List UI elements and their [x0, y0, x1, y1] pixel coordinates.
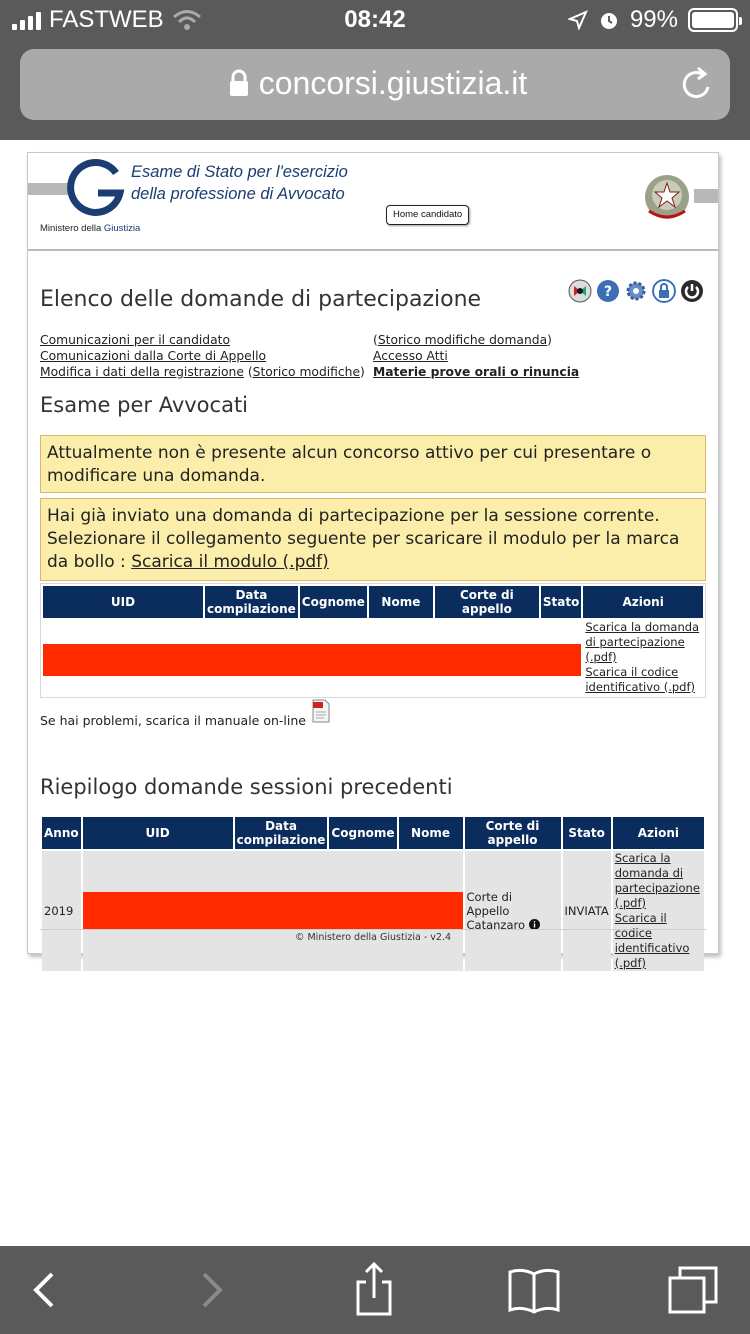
browser-toolbar	[0, 1246, 750, 1334]
col-nome: Nome	[369, 586, 433, 618]
user-toolbar	[568, 279, 704, 303]
link-storico-modifiche-domanda[interactable]: Storico modifiche domanda	[377, 333, 548, 347]
forward-icon[interactable]	[184, 1262, 240, 1318]
share-icon[interactable]	[346, 1262, 402, 1318]
previous-applications-table	[40, 815, 706, 973]
notice-marca-bollo: Hai già inviato una domanda di partecipazione per la sessione corrente. Selezionare il collegamento seguente per scaricare il modulo per la marca da bollo : Scarica il modulo (.pdf)	[40, 498, 706, 581]
table-row	[43, 620, 703, 695]
col-uid: UID	[83, 817, 233, 849]
cell-corte: Corte di Appello Catanzaro	[466, 890, 526, 932]
link-comunicazioni-corte[interactable]: Comunicazioni dalla Corte di Appello	[40, 349, 267, 363]
battery-percent: 99%	[629, 6, 678, 33]
table-header-row	[43, 586, 703, 618]
table-row	[42, 851, 704, 971]
settings-gear-icon[interactable]	[624, 279, 648, 303]
link-scarica-codice-prev[interactable]: Scarica il codice identificativo (.pdf)	[614, 911, 690, 970]
link-scarica-domanda[interactable]: Scarica la domanda di partecipazione (.pdf)	[585, 620, 700, 664]
col-nome: Nome	[399, 817, 463, 849]
link-accesso-atti[interactable]: Accesso Atti	[373, 349, 448, 363]
ministero-label: Ministero della Giustizia	[40, 223, 141, 234]
alarm-icon	[598, 9, 620, 31]
link-scarica-modulo[interactable]: Scarica il modulo (.pdf)	[131, 552, 329, 572]
link-modifica-dati[interactable]: Modifica i dati della registrazione	[40, 365, 244, 379]
cell-anno: 2019	[42, 851, 81, 971]
reload-icon[interactable]	[680, 65, 714, 103]
link-comunicazioni-candidato[interactable]: Comunicazioni per il candidato	[40, 333, 230, 347]
password-lock-icon[interactable]	[652, 279, 676, 303]
address-bar[interactable]	[20, 49, 730, 120]
col-anno: Anno	[42, 817, 81, 849]
col-stato: Stato	[541, 586, 581, 618]
col-uid: UID	[43, 586, 203, 618]
logout-power-icon[interactable]	[680, 279, 704, 303]
link-scarica-codice[interactable]: Scarica il codice identificativo (.pdf)	[585, 665, 695, 694]
tabs-icon[interactable]	[666, 1262, 722, 1318]
page-title: Elenco delle domande di partecipazione	[40, 287, 482, 312]
notice-no-active: Attualmente non è presente alcun concorso attivo per cui presentare o modificare una domanda.	[40, 435, 706, 493]
browser-chrome-top	[0, 0, 750, 140]
back-icon[interactable]	[20, 1262, 76, 1318]
manual-text: Se hai problemi, scarica il manuale on-line	[40, 713, 306, 728]
col-stato: Stato	[563, 817, 611, 849]
help-icon[interactable]	[596, 279, 620, 303]
col-corte: Corte di appello	[435, 586, 539, 618]
col-corte: Corte di appello	[465, 817, 561, 849]
col-data: Data compilazione	[207, 588, 296, 616]
clock: 08:42	[344, 6, 406, 33]
col-cognome: Cognome	[300, 586, 367, 618]
carrier-label: FASTWEB	[49, 6, 164, 33]
republic-emblem-icon	[641, 171, 693, 223]
table-header-row	[42, 817, 704, 849]
candidate-links: Comunicazioni per il candidato (Storico modifiche domanda) Comunicazioni dalla Corte di Appello Accesso Atti Modifica i dati della registrazione (Storico modifiche) Materie prove orali o rinuncia	[40, 333, 580, 379]
pdf-manual-icon[interactable]	[312, 699, 330, 723]
footer-copyright: © Ministero della Giustizia - v2.4	[294, 932, 452, 943]
site-title-line2: della professione di Avvocato	[131, 185, 345, 203]
svg-text:?: ?	[603, 284, 613, 300]
link-storico-modifiche[interactable]: Storico modifiche	[252, 365, 361, 379]
link-materie-prove-orali[interactable]: Materie prove orali o rinuncia	[373, 365, 580, 379]
redacted-block	[43, 644, 581, 676]
col-data: Data compilazione	[236, 819, 326, 847]
link-scarica-domanda-prev[interactable]: Scarica la domanda di partecipazione (.pdf)	[614, 851, 700, 910]
giustizia-logo-icon	[66, 159, 126, 219]
site-title-line1: Esame di Stato per l'esercizio	[131, 163, 348, 181]
previous-sessions-title: Riepilogo domande sessioni precedenti	[40, 775, 453, 799]
status-bar	[0, 0, 750, 40]
bookmarks-icon[interactable]	[506, 1262, 562, 1318]
cell-stato: INVIATA	[563, 851, 611, 971]
page-container	[27, 152, 719, 970]
location-arrow-icon	[568, 10, 588, 30]
home-candidato-button[interactable]: Home candidato	[386, 205, 469, 225]
url-text: concorsi.giustizia.it	[258, 65, 528, 101]
redacted-block	[83, 892, 463, 930]
col-azioni: Azioni	[613, 817, 704, 849]
section-title: Esame per Avvocati	[40, 393, 249, 417]
col-cognome: Cognome	[329, 817, 396, 849]
current-applications-table	[40, 583, 706, 698]
site-header	[28, 153, 718, 251]
battery-icon	[688, 8, 738, 32]
col-azioni: Azioni	[583, 586, 703, 618]
flags-icon[interactable]	[568, 279, 592, 303]
